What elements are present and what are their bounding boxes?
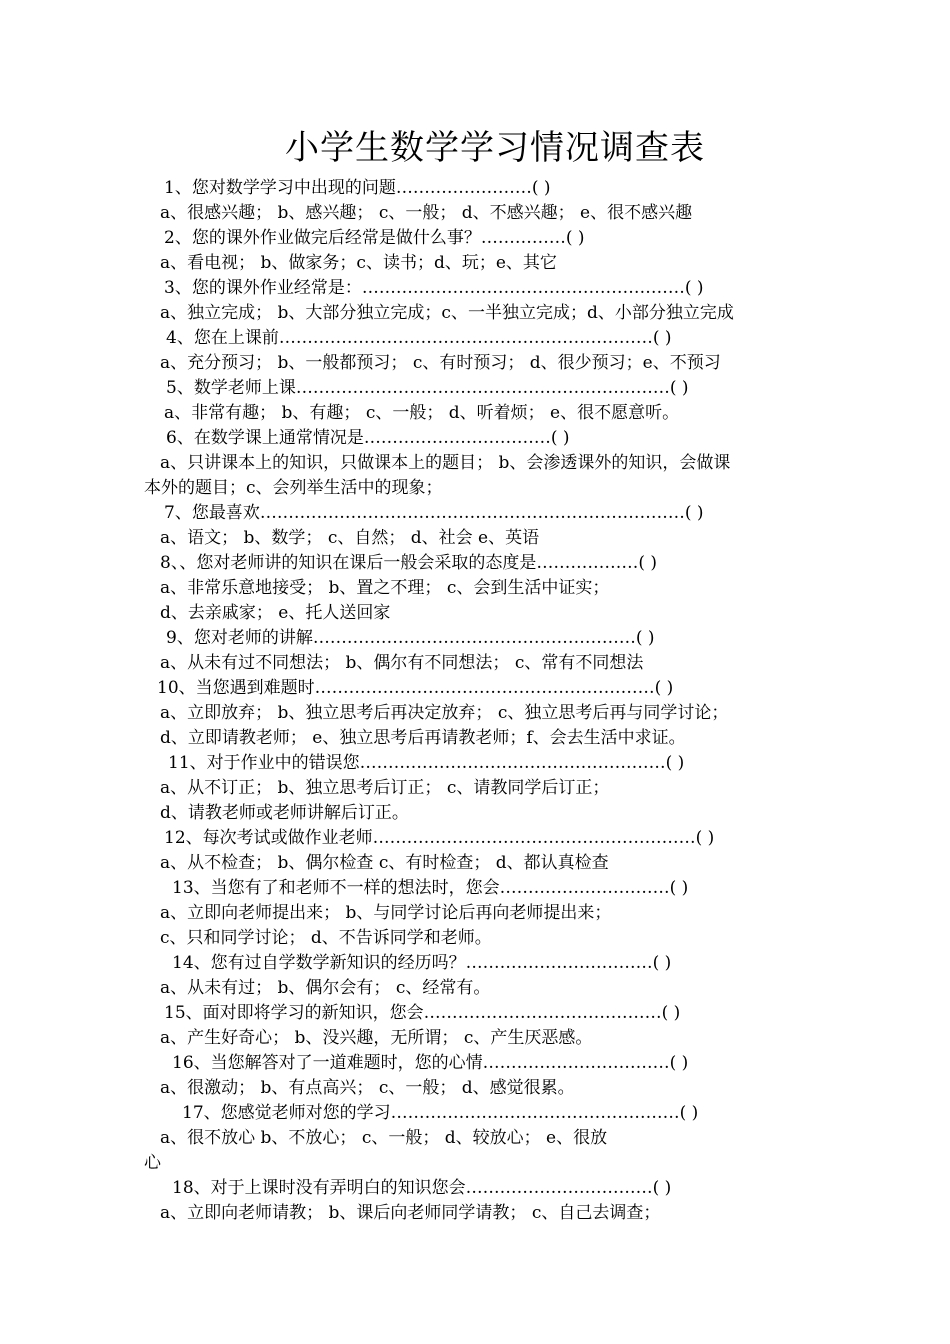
survey-line: 5、数学老师上课…………………………………………………………( ) <box>166 378 689 398</box>
survey-line: c、只和同学讨论； d、不告诉同学和老师。 <box>160 928 492 948</box>
survey-line: a、产生好奇心； b、没兴趣，无所谓； c、产生厌恶感。 <box>160 1028 593 1048</box>
survey-line: 16、当您解答对了一道难题时，您的心情……………………………( ) <box>172 1053 689 1073</box>
survey-line: 8、、您对老师讲的知识在课后一般会采取的态度是………………( ) <box>160 553 657 573</box>
survey-line: 4、您在上课前…………………………………………………………( ) <box>166 328 672 348</box>
survey-line: 12、每次考试或做作业老师…………………………………………………( ) <box>164 828 715 848</box>
survey-line: 10、当您遇到难题时……………………………………………………( ) <box>157 678 674 698</box>
survey-line: a、只讲课本上的知识，只做课本上的题目； b、会渗透课外的知识，会做课 <box>160 453 731 473</box>
survey-line: 2、您的课外作业做完后经常是做什么事？……………( ) <box>164 228 585 248</box>
survey-line: 18、对于上课时没有弄明白的知识您会……………………………( ) <box>172 1178 672 1198</box>
survey-line: a、非常有趣； b、有趣； c、一般； d、听着烦； e、很不愿意听。 <box>164 403 680 423</box>
survey-line: 1、您对数学学习中出现的问题……………………( ) <box>164 178 551 198</box>
survey-line: a、充分预习； b、一般都预习； c、有时预习； d、很少预习；e、不预习 <box>160 353 721 373</box>
survey-line: 15、面对即将学习的新知识，您会……………………………………( ) <box>164 1003 681 1023</box>
survey-line: 7、您最喜欢…………………………………………………………………( ) <box>164 503 704 523</box>
survey-line: d、立即请教老师； e、独立思考后再请教老师；f、会去生活中求证。 <box>160 728 686 748</box>
survey-line: 9、您对老师的讲解…………………………………………………( ) <box>166 628 655 648</box>
survey-line: a、很激动； b、有点高兴； c、一般； d、感觉很累。 <box>160 1078 575 1098</box>
survey-line: a、看电视； b、做家务；c、读书；d、玩；e、其它 <box>160 253 557 273</box>
survey-line: a、独立完成； b、大部分独立完成；c、一半独立完成；d、小部分独立完成 <box>160 303 734 323</box>
survey-line: a、很不放心 b、不放心； c、一般； d、较放心； e、很放 <box>160 1128 608 1148</box>
survey-line: a、立即放弃； b、独立思考后再决定放弃； c、独立思考后再与同学讨论； <box>160 703 729 723</box>
survey-line: a、立即向老师请教； b、课后向老师同学请教； c、自己去调查； <box>160 1203 661 1223</box>
survey-line: a、从未有过不同想法； b、偶尔有不同想法； c、常有不同想法 <box>160 653 644 673</box>
survey-line: 心 <box>144 1153 161 1173</box>
survey-line: 6、在数学课上通常情况是……………………………( ) <box>166 428 570 448</box>
survey-line: 3、您的课外作业经常是：…………………………………………………( ) <box>164 278 704 298</box>
survey-line: 11、对于作业中的错误您………………………………………………( ) <box>168 753 685 773</box>
survey-line: 14、您有过自学数学新知识的经历吗？……………………………( ) <box>172 953 672 973</box>
survey-line: d、请教老师或老师讲解后订正。 <box>160 803 409 823</box>
page-title: 小学生数学学习情况调查表 <box>285 128 705 168</box>
survey-line: 13、当您有了和老师不一样的想法时，您会…………………………( ) <box>172 878 689 898</box>
survey-line: a、非常乐意地接受； b、置之不理； c、会到生活中证实； <box>160 578 610 598</box>
survey-line: a、从不检查； b、偶尔检查 c、有时检查； d、都认真检查 <box>160 853 609 873</box>
survey-line: a、从未有过； b、偶尔会有； c、经常有。 <box>160 978 491 998</box>
survey-line: a、立即向老师提出来； b、与同学讨论后再向老师提出来； <box>160 903 612 923</box>
survey-line: 本外的题目；c、会列举生活中的现象； <box>144 478 443 498</box>
survey-line: a、从不订正； b、独立思考后订正； c、请教同学后订正； <box>160 778 610 798</box>
survey-line: d、去亲戚家； e、托人送回家 <box>160 603 391 623</box>
survey-line: a、语文； b、数学； c、自然； d、社会 e、英语 <box>160 528 540 548</box>
survey-line: 17、您感觉老师对您的学习……………………………………………( ) <box>182 1103 699 1123</box>
survey-line: a、很感兴趣； b、感兴趣； c、一般； d、不感兴趣； e、很不感兴趣 <box>160 203 693 223</box>
